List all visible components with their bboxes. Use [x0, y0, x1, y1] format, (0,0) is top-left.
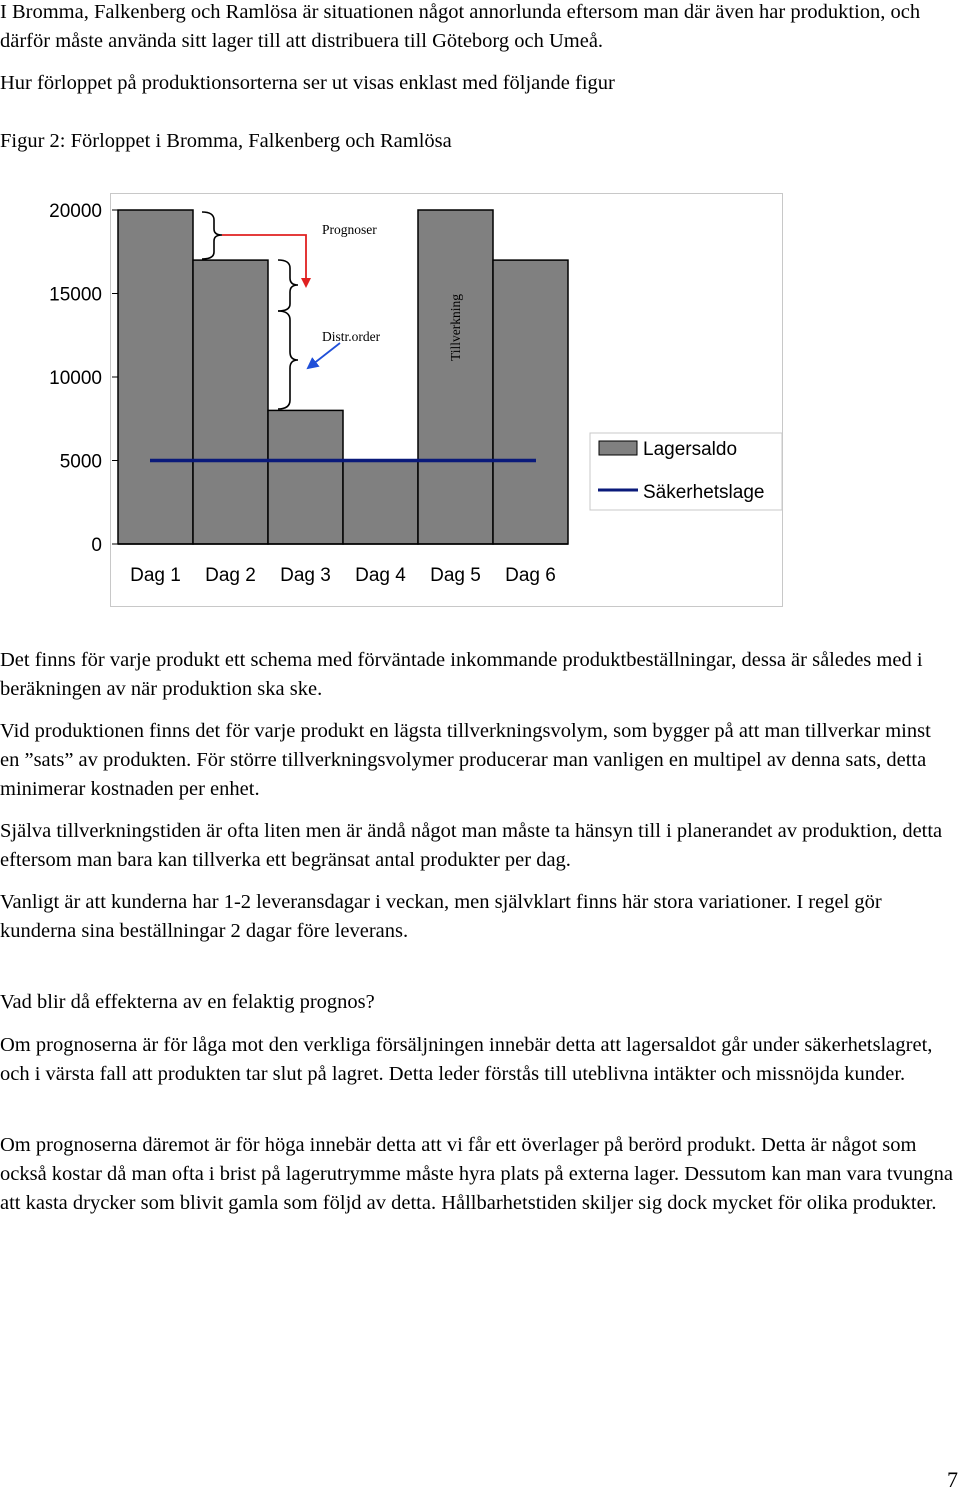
legend-label-lagersaldo: Lagersaldo — [643, 439, 738, 460]
paragraph-1: Det finns för varje produkt ett schema med förväntade inkommande produktbeställningar, dessa är således med i beräkningen av när produktion ska ske. — [0, 649, 923, 700]
bar-dag-1 — [118, 210, 193, 544]
x-tick-label: Dag 4 — [355, 565, 406, 586]
paragraph-2: Vid produktionen finns det för varje produkt en lägsta tillverkningsvolym, som bygger på att man tillverkar minst en ”sats” av produkten. För större tillverkningsvolymer producerar man vanligen en multipel av denna sats, detta minimerar kostnaden per enhet. — [0, 720, 931, 800]
distribution-arrow — [308, 343, 340, 368]
x-tick-label: Dag 1 — [130, 565, 181, 586]
chart-legend — [590, 433, 782, 510]
question-heading: Vad blir då effekterna av en felaktig prognos? — [0, 991, 375, 1013]
paragraph-4: Vanligt är att kunderna har 1-2 leveransdagar i veckan, men självklart finns här stora variationer. I regel gör kunderna sina beställningar 2 dagar före leverans. — [0, 891, 882, 942]
x-tick-label: Dag 6 — [505, 565, 556, 586]
figure-caption: Figur 2: Förloppet i Bromma, Falkenberg och Ramlösa — [0, 130, 452, 152]
distribution-label: Distr.order — [322, 329, 381, 344]
legend-swatch-bar — [599, 441, 637, 455]
forecast-label: Prognoser — [322, 222, 377, 237]
bar-series — [118, 210, 568, 544]
y-tick-label: 10000 — [49, 368, 102, 389]
bar-dag-4 — [343, 461, 418, 545]
y-tick-label: 20000 — [49, 201, 102, 222]
intro-paragraph: I Bromma, Falkenberg och Ramlösa är situationen något annorlunda eftersom man där även har produktion, och därför måste använda sitt lager till att distribuera till Göteborg och Umeå. — [0, 1, 921, 52]
forecast-bracket-1 — [202, 212, 222, 259]
page-number: 7 — [947, 1467, 958, 1492]
y-axis-ticks — [49, 201, 118, 556]
x-tick-label: Dag 5 — [430, 565, 481, 586]
y-tick-label: 0 — [91, 535, 102, 556]
bar-dag-2 — [193, 260, 268, 544]
distribution-bracket — [278, 311, 298, 409]
paragraph-5: Om prognoserna är för låga mot den verkliga försäljningen innebär detta att lagersaldot går under säkerhetslagret, och i värsta fall att produkten tar slut på lagret. Detta leder förstås till uteblivna intäkter och missnöjda kunder. — [0, 1034, 933, 1085]
y-tick-label: 15000 — [49, 284, 102, 306]
production-label: Tillverkning — [448, 293, 463, 361]
bar-dag-3 — [268, 410, 343, 544]
paragraph-3: Själva tillverkningstiden är ofta liten men är ändå något man måste ta hänsyn till i planerandet av produktion, detta eftersom man bara kan tillverka ett begränsat antal produkter per dag. — [0, 820, 943, 871]
paragraph-6: Om prognoserna däremot är för höga innebär detta att vi får ett överlager på berörd produkt. Detta är något som också kostar då man ofta i brist på lagerutrymme måste hyra plats på externa lager. Dessutom kan man vara tvungna att kasta drycker som blivit gamla som följd av detta. Hållbarhetstiden skiljer sig dock mycket för olika produkter. — [0, 1134, 953, 1214]
x-axis-ticks — [118, 544, 568, 586]
bar-dag-6 — [493, 260, 568, 544]
forecast-bracket-2 — [278, 260, 298, 311]
bar-dag-5 — [418, 210, 493, 544]
lead-paragraph: Hur förloppet på produktionsorterna ser ut visas enklast med följande figur — [0, 72, 615, 94]
legend-label-sakerhetslager: Säkerhetslage — [643, 482, 765, 503]
inventory-chart — [0, 0, 960, 640]
x-tick-label: Dag 3 — [280, 565, 331, 586]
y-tick-label: 5000 — [59, 451, 102, 473]
x-tick-label: Dag 2 — [205, 565, 256, 586]
